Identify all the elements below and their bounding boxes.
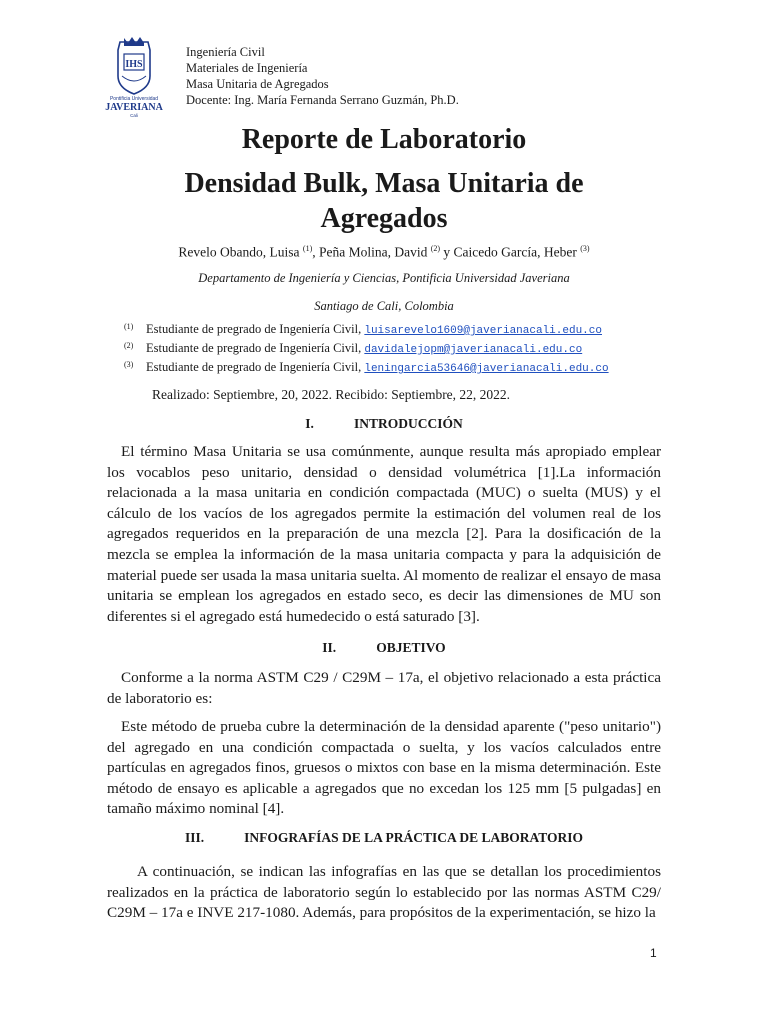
- section-heading-infografias: [0, 830, 768, 846]
- email-link[interactable]: leningarcia53646@javerianacali.edu.co: [364, 363, 609, 375]
- section-number: II.: [322, 640, 337, 655]
- section-heading-introduccion: [0, 416, 768, 432]
- svg-text:IHS: IHS: [125, 59, 143, 70]
- author-note: [124, 322, 602, 337]
- section-title: OBJETIVO: [376, 640, 446, 655]
- author-2: , Peña Molina, David: [312, 244, 431, 260]
- author-list: [0, 244, 768, 261]
- email-link[interactable]: luisarevelo1609@javerianacali.edu.co: [364, 325, 602, 337]
- author-3-mark: (3): [580, 244, 590, 253]
- author-3: y Caicedo García, Heber: [440, 244, 581, 260]
- logo-line2: JAVERIANA: [105, 102, 163, 113]
- header-line: Docente: Ing. María Fernanda Serrano Guzmán, Ph.D.: [186, 93, 459, 107]
- section-heading-objetivo: [0, 640, 768, 656]
- note-text: Estudiante de pregrado de Ingeniería Civil,: [146, 322, 365, 336]
- report-title: Reporte de Laboratorio: [241, 124, 527, 155]
- logo-line1: Pontificia Universidad: [109, 96, 159, 102]
- course-header: [186, 44, 459, 108]
- university-logo: [100, 36, 168, 120]
- email-link[interactable]: davidalejopm@javerianacali.edu.co: [364, 344, 583, 356]
- header-line: Masa Unitaria de Agregados: [186, 77, 329, 91]
- logo-line3: Cali: [130, 113, 138, 118]
- objective-quote-paragraph: Este método de prueba cubre la determinación de la densidad aparente ("peso unitario") del agregado en una condición compactada o suelta, y los vacíos calculados entre partículas en agregados finos, gruesos o mixtos con base en la misma determinación. Este método de ensayo es aplicable a agregados que no excedan los 125 mm [5 pulgadas] en tamaño máximo nominal [4].: [107, 718, 661, 818]
- javeriana-crest-icon: [118, 37, 150, 94]
- section-number: I.: [305, 416, 314, 431]
- header-line: Ingeniería Civil: [186, 45, 265, 59]
- note-text: Estudiante de pregrado de Ingeniería Civil,: [146, 360, 365, 374]
- author-1: Revelo Obando, Luisa: [178, 244, 303, 260]
- note-mark: (3): [124, 360, 134, 369]
- infographics-paragraph: A continuación, se indican las infografías en las que se detallan los procedimientos realizados en la práctica de laboratorio según lo establecido por las normas ASTM C29/ C29M – 17a e INVE 217-1080. Además, para propósitos de la experimentación, se hizo la: [107, 863, 661, 922]
- note-mark: (2): [124, 341, 134, 350]
- author-note: [124, 360, 609, 375]
- section-title: INFOGRAFÍAS DE LA PRÁCTICA DE LABORATORIO: [244, 830, 584, 845]
- note-text: Estudiante de pregrado de Ingeniería Civil,: [146, 341, 365, 355]
- submission-dates: Realizado: Septiembre, 20, 2022. Recibido: Septiembre, 22, 2022.: [152, 387, 511, 402]
- department: Departamento de Ingeniería y Ciencias, Pontificia Universidad Javeriana: [198, 271, 570, 285]
- intro-paragraph: El término Masa Unitaria se usa comúnmente, aunque resulta más apropiado emplear los vocablos peso unitario, densidad o densidad volumétrica [1].La información relacionada a la masa unitaria en condición compactada (MUC) o suelta (MUS) y el cálculo de los vacíos de los agregados permite la estimación del volumen real de los agregados requeridos en la preparación de una mezcla [2]. Para la dosificación de la mezcla se emplea la información de la masa unitaria compacta y para la adquisición de material puede ser usada la masa unitaria suelta. Al momento de realizar el ensayo de masa unitaria se emplean los agregados en estado seco, es decir las dimensiones de MU son diferentes si el agregado está humedecido o está saturado [3].: [107, 443, 661, 625]
- city: Santiago de Cali, Colombia: [314, 299, 454, 313]
- report-subtitle-line1: Densidad Bulk, Masa Unitaria de: [184, 168, 584, 199]
- author-2-mark: (2): [430, 244, 441, 253]
- author-note: [124, 341, 582, 356]
- page-number: 1: [650, 946, 657, 960]
- note-mark: (1): [124, 322, 134, 331]
- section-number: III.: [184, 830, 205, 845]
- report-subtitle-line2: Agregados: [320, 203, 448, 234]
- header-line: Materiales de Ingeniería: [186, 61, 308, 75]
- author-1-mark: (1): [302, 244, 313, 253]
- section-title: INTRODUCCIÓN: [353, 416, 463, 431]
- objective-lead-paragraph: Conforme a la norma ASTM C29 / C29M – 17a, el objetivo relacionado a esta práctica de laboratorio es:: [107, 669, 661, 707]
